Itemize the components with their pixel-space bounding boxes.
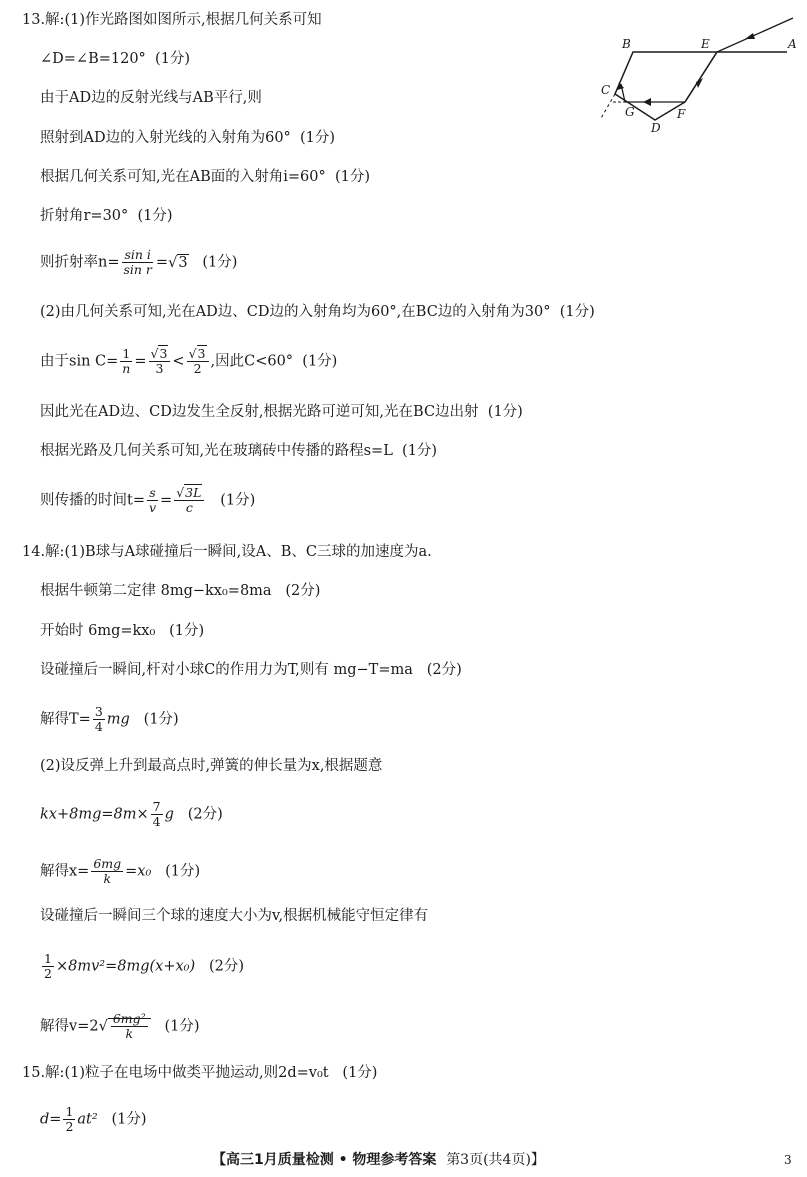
q14-line-8: 设碰撞后一瞬间三个球的速度大小为v,根据机械能守恒定律有 — [40, 908, 429, 924]
q13-line-1: ∠D=∠B=120° (1分) — [40, 51, 191, 67]
q13-line-3: 照射到AD边的入射光线的入射角为60° (1分) — [40, 130, 336, 146]
q14-line-5: (2)设反弹上升到最高点时,弹簧的伸长量为x,根据题意 — [40, 758, 383, 774]
label-f: F — [677, 107, 686, 121]
q13-critical-angle: 由于sin C= $\frac{1}{n}$ = $\frac{√3}{3}$ < $\frac{√3}{2}$ ,因此C<60° (1分) — [40, 346, 338, 376]
q13-line-7: (2)由几何关系可知,光在AD边、CD边的入射角均为60°,在BC边的入射角为30° (1分) — [40, 304, 595, 320]
q14-line-4: 解得T= $\frac{3}{4}$ mg (1分) — [40, 704, 179, 734]
q14-heading: 14.解:(1)B球与A球碰撞后一瞬间,设A、B、C三球的加速度为a. — [22, 544, 432, 560]
q13-line-2: 由于AD边的反射光线与AB平行,则 — [40, 90, 262, 106]
q15-line-1: d= $\frac{1}{2}$ at² (1分) — [40, 1104, 147, 1134]
q14-line-2: 开始时 6mg=kx₀ (1分) — [40, 623, 205, 639]
page-corner-number: 3 — [784, 1153, 792, 1167]
exit-arrow-icon — [617, 82, 624, 90]
incident-arrow-icon — [745, 33, 755, 39]
q14-line-6: kx+8mg=8m× $\frac{7}{4}$ g (2分) — [40, 799, 223, 829]
label-c: C — [601, 83, 611, 97]
q15-heading: 15.解:(1)粒子在电场中做类平抛运动,则2d=v₀t (1分) — [22, 1065, 378, 1081]
q13-time: 则传播的时间t= $\frac{s}{v}$ = $\frac{√3L}{c}$ (1分) — [40, 485, 256, 515]
q13-line-5: 折射角r=30° (1分) — [40, 208, 173, 224]
label-e: E — [701, 37, 710, 51]
fraction: $\frac{\text{sin i}}{\text{sin r}}$ — [123, 247, 152, 277]
q13-line-4: 根据几何关系可知,光在AB面的入射角i=60° (1分) — [40, 169, 370, 185]
q13-line-10: 根据光路及几何关系可知,光在玻璃砖中传播的路程s=L (1分) — [40, 443, 438, 459]
label-b: B — [622, 37, 631, 51]
sqrt-sign: √3 — [168, 254, 188, 271]
q14-line-9: $\frac{1}{2}$ ×8mv²=8mg(x+x₀) (2分) — [44, 951, 244, 981]
label-a: A — [788, 37, 797, 51]
label-d: D — [651, 121, 661, 135]
optical-path-figure — [595, 8, 800, 136]
incident-ray — [717, 18, 793, 52]
q13-line-9: 因此光在AD边、CD边发生全反射,根据光路可逆可知,光在BC边出射 (1分) — [40, 404, 523, 420]
footer-title: 【高三1月质量检测 • 物理参考答案 — [212, 1152, 437, 1168]
normal-line — [600, 94, 615, 120]
reflected-arrow-icon — [643, 98, 651, 106]
footer-page: 第3页(共4页)】 — [446, 1152, 545, 1168]
page-footer — [212, 1150, 545, 1170]
refracted-ray — [685, 52, 717, 102]
q13-heading: 13.解:(1)作光路图如图所示,根据几何关系可知 — [22, 12, 322, 28]
q14-line-7: 解得x= $\frac{6mg}{k}$ =x₀ (1分) — [40, 856, 201, 886]
q14-line-3: 设碰撞后一瞬间,杆对小球C的作用力为T,则有 mg−T=ma (2分) — [40, 662, 462, 678]
q14-line-10: 解得v=2√ $\frac{\text{6mg²}}{k}$ (1分) — [40, 1011, 200, 1041]
q13-refractive-index: 则折射率n= $\frac{\text{sin i}}{\text{sin r}}$ =√3 (1分) — [40, 247, 238, 277]
q14-line-1: 根据牛顿第二定律 8mg−kx₀=8ma (2分) — [40, 583, 321, 599]
glass-brick-outline — [615, 52, 787, 120]
label-g: G — [625, 105, 635, 119]
